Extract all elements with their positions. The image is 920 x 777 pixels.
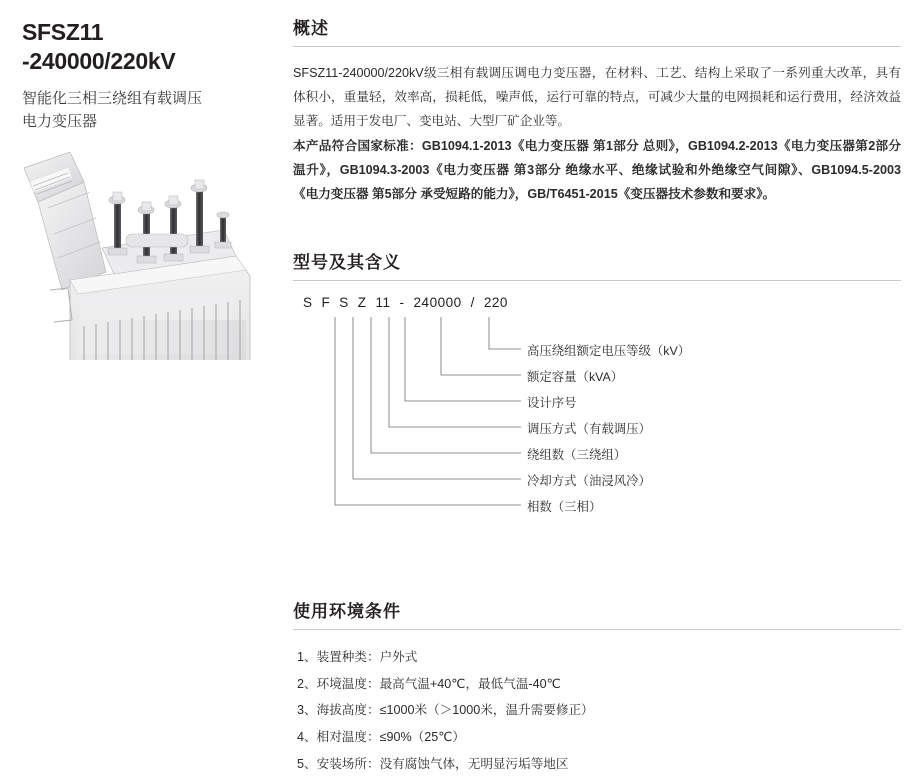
model-code-char-7: / [470, 295, 475, 311]
model-diagram [293, 295, 901, 545]
overview-paragraph-1: SFSZ11-240000/220kV级三相有载调压调电力变压器，在材料、工艺、结构上采取了一系列重大改革，具有体积小，重量轻，效率高，损耗低，噪声低，运行可靠的特点，可减少大量的电网损耗和运行费用，经济效益显著。适用于发电厂、变电站、大型厂矿企业等。 [293, 66, 901, 129]
conservator-tank [126, 234, 188, 247]
list-item: 5、安装场所：没有腐蚀气体，无明显污垢等地区 [297, 756, 569, 771]
model-code-char-2: S [339, 295, 349, 311]
model-code-char-6: 240000 [413, 295, 462, 311]
overview-heading: 概述 [293, 19, 329, 38]
product-subtitle-line1: 智能化三相三绕组有载调压 [22, 89, 203, 107]
model-label-rated-capacity: 额定容量（kVA） [527, 370, 624, 385]
model-label-phase-count: 相数（三相） [527, 500, 602, 515]
model-label-voltage-regulation: 调压方式（有载调压） [527, 422, 651, 437]
product-title-line1: SFSZ11 [22, 19, 104, 45]
conditions-list [293, 644, 901, 777]
list-item: 2、环境温度：最高气温+40℃，最低气温-40℃ [297, 676, 561, 691]
model-divider [293, 280, 901, 281]
content-column [293, 14, 901, 777]
section-conditions [293, 597, 901, 777]
overview-body [293, 61, 901, 206]
conditions-divider [293, 629, 901, 630]
spacer-overview-model [293, 206, 901, 248]
product-info-block [22, 18, 272, 133]
cooler-arm [24, 152, 106, 290]
conditions-heading: 使用环境条件 [293, 602, 401, 622]
model-heading: 型号及其含义 [293, 253, 401, 273]
list-item: 3、海拔高度：≤1000米（＞1000米，温升需要修正） [297, 703, 594, 718]
model-code-char-0: S [303, 295, 313, 311]
model-code-char-5: - [399, 295, 405, 311]
model-code-char-8: 220 [483, 295, 508, 311]
section-overview [293, 14, 901, 206]
overview-paragraph-2: 本产品符合国家标准：GB1094.1-2013《电力变压器 第1部分 总则》，GB1094.2-2013《电力变压器第2部分 温升》，GB1094.3-2003《电力变压器 第3部分 绝缘水平、绝缘试验和外绝缘空气间隙》、GB1094.5-2003《电力变压器 第5部分 承受短路的能力》，GB/T6451-2015《变压器技术参数和要求》。 [293, 138, 901, 201]
overview-divider [293, 46, 901, 47]
model-label-winding-count: 绕组数（三绕组） [527, 448, 627, 463]
list-item: 4、相对温度：≤90%（25℃） [297, 730, 466, 745]
model-label-design-serial: 设计序号 [527, 396, 577, 411]
model-code-char-1: F [321, 295, 331, 311]
product-image [10, 130, 272, 360]
model-label-cooling-method: 冷却方式（油浸风冷） [527, 474, 651, 489]
list-item: 1、装置种类：户外式 [297, 650, 418, 665]
model-code-char-3: Z [357, 295, 367, 311]
model-label-voltage-class: 高压绕组额定电压等级（kV） [527, 344, 691, 359]
model-code-char-4: 11 [375, 295, 391, 311]
section-model [293, 248, 901, 545]
product-subtitle-line2: 电力变压器 [22, 113, 98, 131]
spacer-model-conditions [293, 545, 901, 597]
product-subtitle [22, 87, 272, 134]
page-title [22, 18, 272, 77]
product-title-line2: -240000/220kV [22, 48, 176, 75]
